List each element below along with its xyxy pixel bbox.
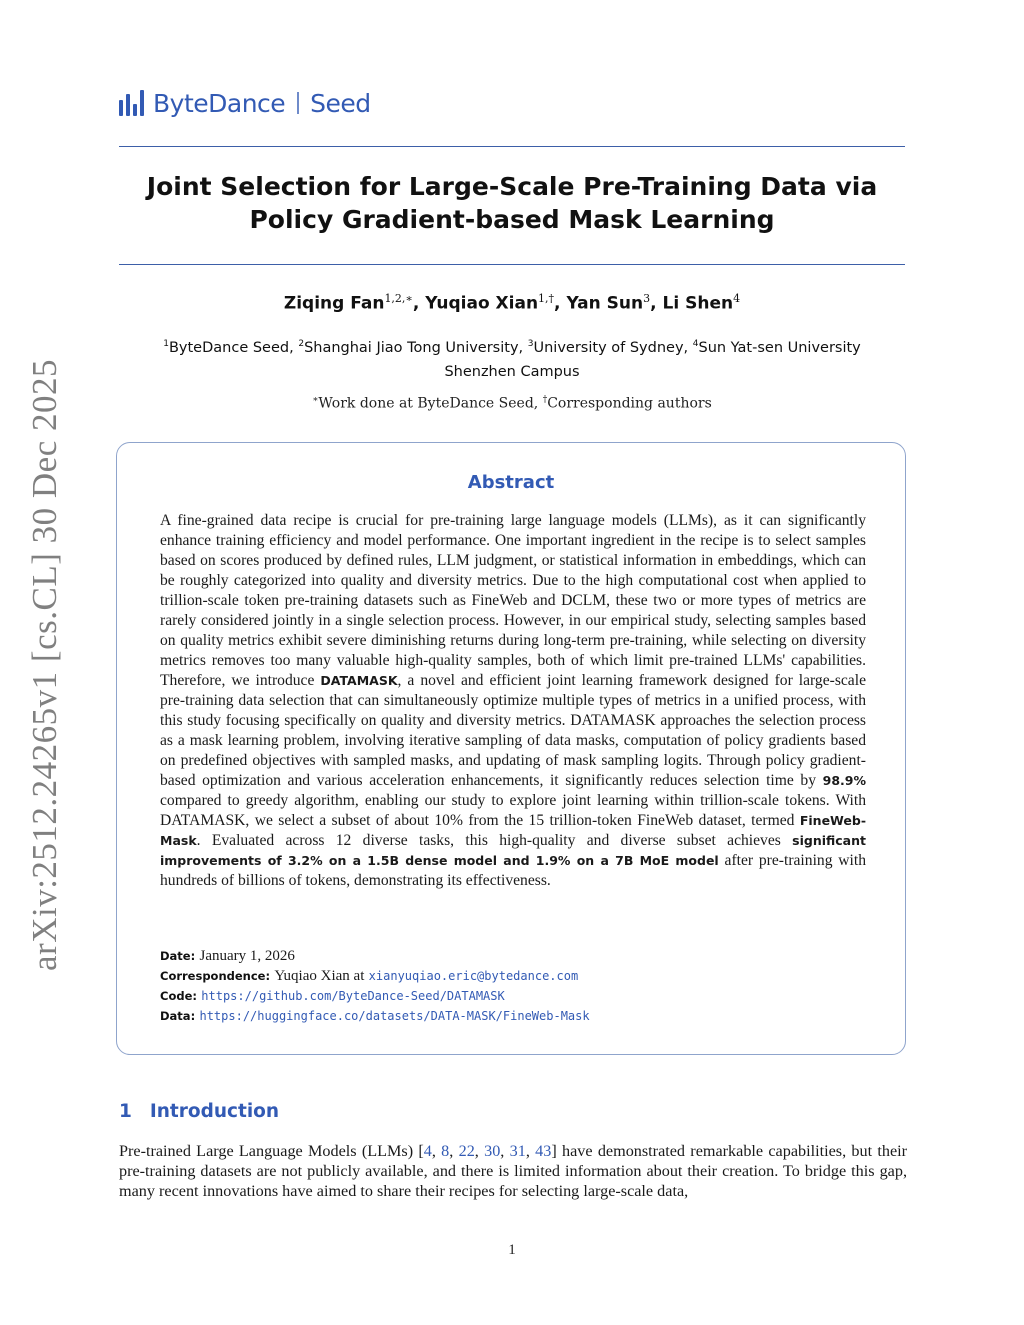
data-label: Data: [160,1009,196,1023]
affiliation-list: $^1$ByteDance Seed, $^2$Shanghai Jiao Tong University, $^3$University of Sydney, $^4$Sun Yat-sen University Shenzhen Campus [163,339,861,380]
date-label: Date: [160,949,196,963]
abstract-part: , a novel and efficient joint learning framework designed for large-scale pre-training data selection that can simultaneously optimize multiple types of metrics in a unified process, with this study focusing specifically on quality and diversity metrics. DATAMASK approaches the selection process as a mask learning problem, involving iterative sampling of data masks, computation of policy gradients based on predefined objectives with sampled masks, and updating of mask sampling logits. Through policy gradient-based optimization and various acceleration enhancements, it significantly reduces selection time by [160,672,866,789]
page-number: 1 [508,1242,516,1258]
author-name: Yan Sun [566,293,644,314]
datamask-name: DATAMASK [320,673,398,688]
abstract-box [116,442,906,1055]
author-name: Yuqiao Xian [425,293,539,314]
author-name: Li Shen [662,293,734,314]
citation-link[interactable]: 4 [423,1142,432,1160]
title-line-1: Joint Selection for Large-Scale Pre-Training Data via [146,172,878,201]
author-marks: 4 [733,292,741,305]
code-label: Code: [160,989,197,1003]
paper-title [119,170,905,236]
arxiv-stamp: arXiv:2512.24265v1 [cs.CL] 30 Dec 2025 [25,359,64,971]
introduction-body: Pre-trained Large Language Models (LLMs) [4, 8, 22, 30, 31, 43] have demonstrated remarkable capabilities, but their pre-training datasets are not publicly available, and there is limited information about their creation. To bridge this gap, many recent innovations have aimed to share their recipes for selecting large-scale data, [119,1142,908,1200]
citation-link[interactable]: 43 [535,1142,552,1160]
logo-divider [297,92,299,114]
citation-link[interactable]: 31 [509,1142,526,1160]
abstract-part: A fine-grained data recipe is crucial for pre-training large language models (LLMs), as it can significantly enhance training efficiency and model performance. One important ingredient in the recipe is to select samples based on scores produced by defined rules, LLM judgment, or statistical information in embeddings, which can be roughly categorized into quality and diversity metrics. Due to the high computational cost when applied to trillion-scale token pre-training datasets such as FineWeb and DCLM, these two or more types of metrics are rarely considered jointly in a single selection process. However, in our empirical study, selecting samples based on quality metrics exhibit severe diminishing returns during long-term pre-training, while selecting on diversity metrics removes too many valuable high-quality samples, both of which limit pre-trained LLMs' capabilities. Therefore, we introduce [160,512,866,689]
data-url-link[interactable]: https://huggingface.co/datasets/DATA-MASK/FineWeb-Mask [199,1009,590,1023]
affiliation: Sun Yat-sen University Shenzhen Campus [444,339,861,380]
footnote-mark: ∗ [312,395,319,405]
correspondence-label: Correspondence: [160,969,271,983]
correspondence-name: Yuqiao Xian at [274,968,365,984]
logo-product: Seed [310,88,371,118]
citation-link[interactable]: 22 [458,1142,475,1160]
intro-rest: ] have demonstrated remarkable capabilities, but their pre-training datasets are not publicly available, and there is limited information about their creation. To bridge this gap, many recent innovations have aimed to share their recipes for selecting large-scale data, [119,1142,908,1200]
dataset-name: FineWeb-Mask [160,813,867,848]
improvements-highlight: significant improvements of 3.2% on a 1.5B dense model and 1.9% on a 7B MoE model [160,833,866,868]
abstract-body [160,511,866,891]
footnote-text: Corresponding authors [547,395,712,412]
citation-link[interactable]: 30 [484,1142,501,1160]
bytedance-seed-logo [119,86,371,120]
affiliation: University of Sydney [533,339,684,356]
citation-link[interactable]: 8 [441,1142,450,1160]
affiliation-mark: 2 [298,339,305,349]
author-marks: 1,† [538,292,555,305]
title-bottom-rule [119,264,905,265]
author-marks: 3 [643,292,651,305]
paper-metadata [160,946,590,1026]
bars-logo-icon [119,90,144,116]
affiliation: Shanghai Jiao Tong University [304,339,519,356]
footnote-text: Work done at ByteDance Seed, [318,395,539,412]
logo-brand: ByteDance [153,88,286,118]
abstract-part: compared to greedy algorithm, enabling our study to explore joint learning within trillion-scale tokens. With DATAMASK, we select a subset of about 10% from the 15 trillion-token FineWeb dataset, termed [160,792,866,829]
section-number: 1 [119,1101,132,1122]
footnote-mark: † [542,395,548,405]
affiliation-mark: 3 [527,339,534,349]
section-heading-introduction [119,1101,279,1122]
author-name: Ziqing Fan [283,293,385,314]
author-list: Ziqing Fan$^{1,2,∗}$, Yuqiao Xian$^{1,\dagger}$, Yan Sun$^3$, Li Shen$^4$ [283,292,741,314]
reduction-value: 98.9% [822,773,866,788]
affiliation: ByteDance Seed [168,339,290,356]
code-url-link[interactable]: https://github.com/ByteDance-Seed/DATAMASK [201,989,505,1003]
section-title: Introduction [149,1101,280,1122]
title-top-rule [119,146,905,147]
correspondence-email-link[interactable]: xianyuqiao.eric@bytedance.com [368,969,579,983]
date-value: January 1, 2026 [199,948,295,964]
abstract-part: . Evaluated across 12 diverse tasks, this high-quality and diverse subset achieves [196,832,781,849]
title-line-2: Policy Gradient-based Mask Learning [249,205,775,234]
author-footnote [119,395,905,412]
abstract-heading: Abstract [467,472,555,493]
abstract-part: after pre-training with hundreds of billions of tokens, demonstrating its effectiveness. [160,852,867,889]
author-marks: 1,2,∗ [384,292,413,305]
intro-lead: Pre-trained Large Language Models (LLMs) [ [119,1142,424,1160]
affiliation-mark: 1 [163,339,169,349]
affiliation-mark: 4 [692,339,699,349]
